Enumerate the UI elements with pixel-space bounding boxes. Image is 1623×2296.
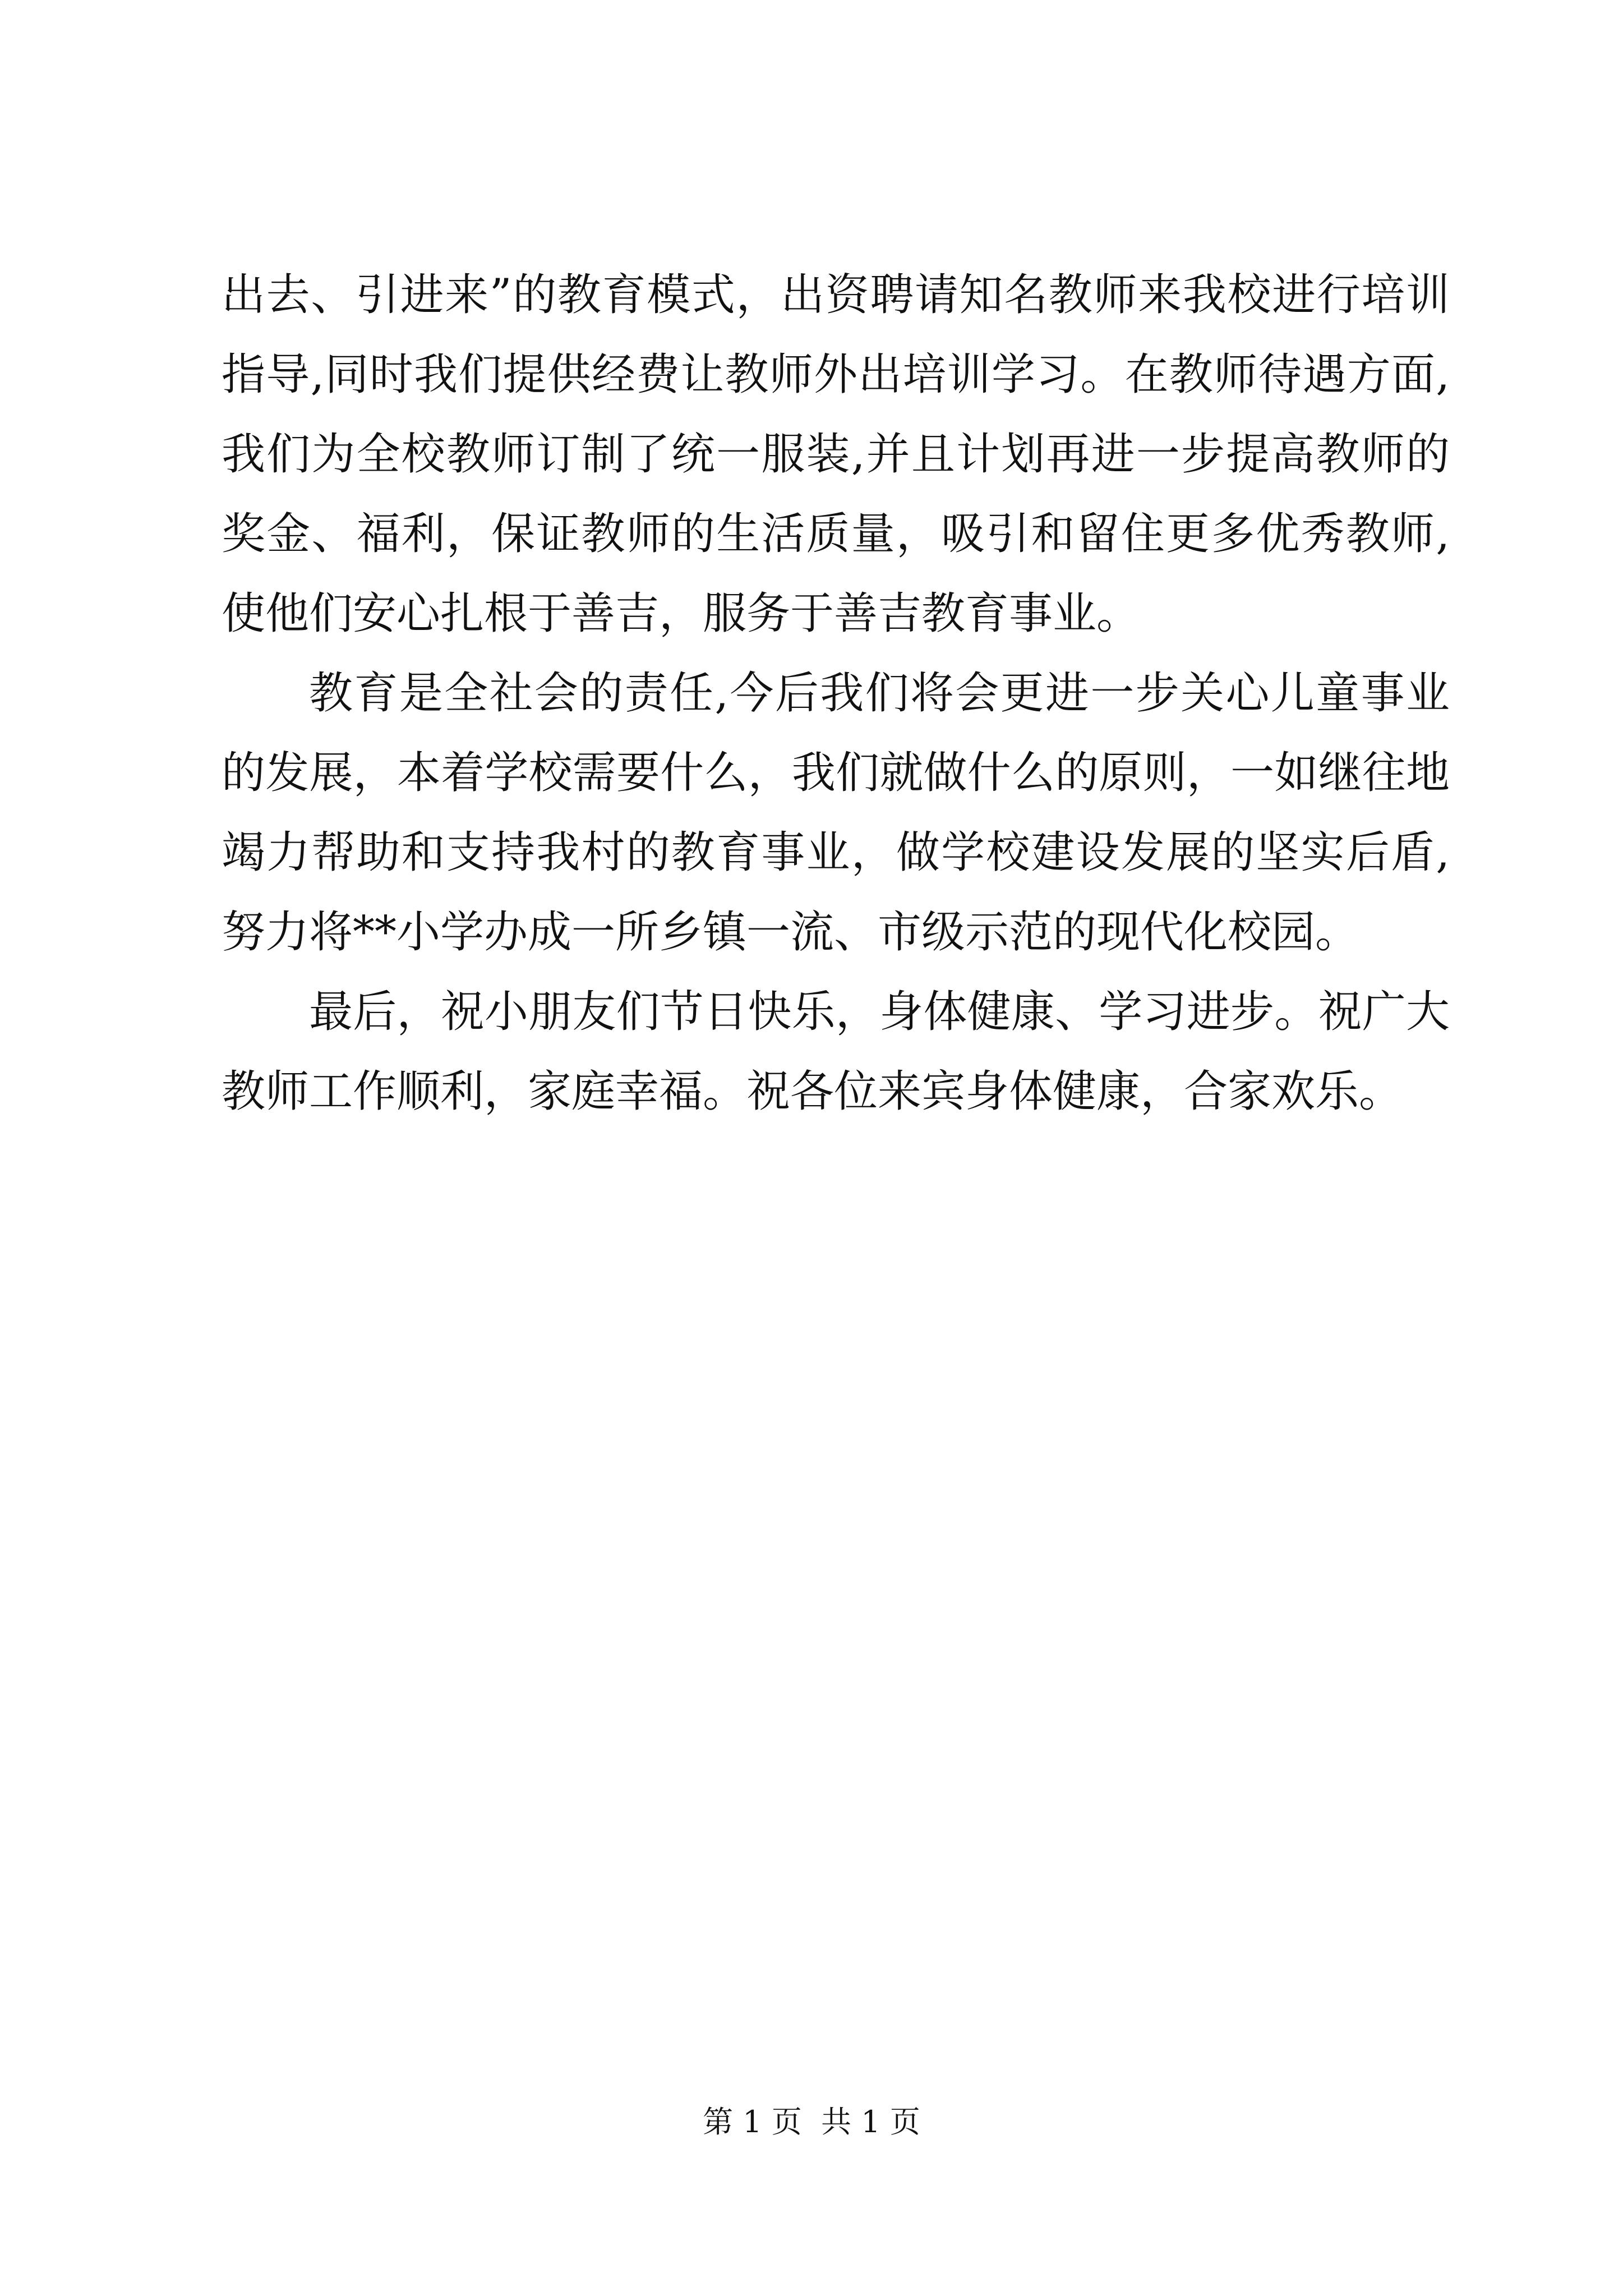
paragraph-line: 教师工作顺利，家庭幸福。祝各位来宾身体健康，合家欢乐。: [222, 1066, 1403, 1117]
paragraph-line: 我们为全校教师订制了统一服装,并且计划再进一步提高教师的: [222, 429, 1450, 480]
paragraph-line: 指导,同时我们提供经费让教师外出培训学习。在教师待遇方面,: [222, 349, 1450, 400]
document-body: [222, 255, 1450, 1131]
page-footer: 第 1 页 共 1 页: [703, 2104, 920, 2139]
paragraph-2: [222, 654, 1450, 972]
paragraph-line: 出去、引进来”的教育模式，出资聘请知名教师来我校进行培训: [222, 270, 1450, 320]
paragraph-line: 教育是全社会的责任,今后我们将会更进一步关心儿童事业: [309, 668, 1450, 719]
paragraph-1: [222, 255, 1450, 654]
paragraph-line: 使他们安心扎根于善吉，服务于善吉教育事业。: [222, 588, 1141, 639]
paragraph-line: 奖金、福利，保证教师的生活质量，吸引和留住更多优秀教师,: [222, 509, 1450, 559]
paragraph-line: 竭力帮助和支持我村的教育事业，做学校建设发展的坚实后盾,: [222, 827, 1450, 878]
paragraph-line: 的发展，本着学校需要什么，我们就做什么的原则，一如继往地: [222, 748, 1450, 798]
paragraph-3: [222, 972, 1450, 1131]
paragraph-line: 努力将**小学办成一所乡镇一流、市级示范的现代化校园。: [222, 907, 1359, 958]
paragraph-line: 最后，祝小朋友们节日快乐，身体健康、学习进步。祝广大: [309, 987, 1450, 1037]
